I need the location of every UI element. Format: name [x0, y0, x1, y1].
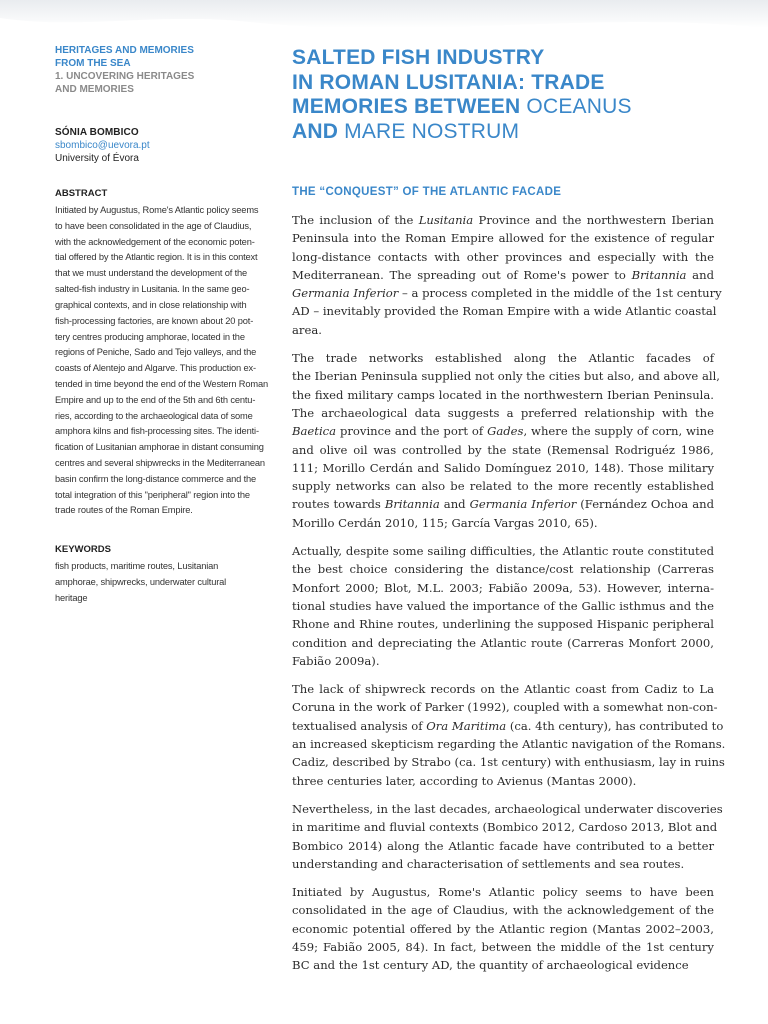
italic-term: Britannia [631, 267, 687, 282]
body-line: the best choice considering the distance/cost relationship (Carreras [292, 562, 714, 577]
keywords-line: heritage [55, 592, 88, 603]
body-line: an increased skepticism regarding the Atlantic navigation of the Romans. [292, 737, 726, 752]
keywords-text [55, 559, 275, 606]
body-line: Actually, despite some sailing difficulties, the Atlantic route constituted [292, 544, 714, 559]
title-bold-part: MEMORIES BETWEEN [292, 95, 521, 118]
body-line: and olive oil was controlled by the state (Remensal Rodriguéz 1986, [292, 442, 714, 457]
abstract-line: that we must understand the development of the [55, 268, 248, 279]
body-line: Germania Inferior – a process completed in the middle of the 1st century [292, 286, 722, 301]
body-line: Fabião 2009a). [292, 653, 380, 668]
body-line: routes towards Britannia and Germania Inferior (Fernández Ochoa and [292, 497, 715, 512]
article-body [292, 211, 726, 985]
title-line: SALTED FISH INDUSTRY [292, 46, 545, 69]
series-line: FROM THE SEA [55, 58, 131, 69]
italic-term: Germania Inferior [292, 286, 399, 301]
title-line [292, 120, 752, 145]
abstract-line: coasts of Alentejo and Algarve. This production ex- [55, 363, 256, 374]
body-line: Mediterranean. The spreading out of Rome's power to Britannia and [292, 267, 714, 282]
body-line: Nevertheless, in the last decades, archaeological underwater discoveries [292, 801, 723, 816]
italic-term: Lusitania [418, 213, 474, 227]
abstract-line: fish-processing factories, are known about 20 pot- [55, 315, 254, 326]
body-line: Bombico 2014) along the Atlantic facade have contributed to a better [292, 838, 714, 853]
body-line: Rhone and Rhine routes, underlining the supposed Hispanic peripheral [292, 617, 714, 632]
body-line: The archaeological data suggests a preferred relationship with the [292, 405, 714, 420]
keywords-line: amphorae, shipwrecks, underwater cultural [55, 577, 227, 588]
abstract-line: total integration of this "peripheral" region into the [55, 489, 250, 500]
body-line: Cadiz, described by Strabo (ca. 1st century) with enthusiasm, lay in ruins [292, 755, 725, 770]
section-heading: THE “CONQUEST” OF THE ATLANTIC FACADE [292, 186, 562, 198]
body-line: understanding and characterisation of settlements and sea routes. [292, 856, 685, 871]
body-line: The inclusion of the Lusitania Province and the northwestern Iberian [292, 213, 714, 227]
abstract-line: tial offered by the Atlantic region. It is in this context [55, 252, 258, 263]
body-line: condition and depreciating the Atlantic route (Carreras Monfort 2000, [292, 635, 714, 650]
body-line: 459; Fabião 2005, 84). In fact, between the middle of the 1st century [292, 939, 714, 954]
body-paragraph [292, 883, 714, 974]
body-line: tional studies have valued the importance of the Gallic isthmus and the [292, 598, 714, 613]
body-line: Coruna in the work of Parker (1992), coupled with a somewhat non-con- [292, 700, 718, 715]
abstract-text [55, 203, 275, 519]
title-line [292, 95, 752, 120]
body-line: 111; Morillo Cerdán and Salido Domínguez 2010, 148). Those military [292, 460, 714, 475]
title-light-part: MARE NOSTRUM [338, 119, 520, 143]
body-line: Initiated by Augustus, Rome's Atlantic policy seems to have been [292, 885, 714, 900]
body-line: The trade networks established along the Atlantic facades of [292, 351, 714, 366]
article-title [292, 46, 752, 144]
abstract-line: basin confirm the long-distance commerce and the [55, 473, 257, 484]
italic-term: Britannia [384, 497, 440, 512]
sidebar-column [55, 44, 275, 607]
body-line: AD – inevitably provided the Roman Empire with a wide Atlantic coastal [292, 304, 717, 319]
series-subline: AND MEMORIES [55, 84, 134, 95]
body-line: BC and the 1st century AD, the quantity of archaeological evidence [292, 958, 689, 973]
body-line: the Iberian Peninsula supplied not only the cities but also, and above all, [292, 369, 720, 384]
body-line: The lack of shipwreck records on the Atlantic coast from Cadiz to La [292, 682, 714, 697]
body-line: textualised analysis of Ora Maritima (ca. 4th century), has contributed to [292, 718, 724, 733]
italic-term: Gades [487, 424, 524, 439]
abstract-line: centres and several shipwrecks in the Mediterranean [55, 458, 265, 468]
body-line: in maritime and fluvial contexts (Bombico 2012, Cardoso 2013, Blot and [292, 820, 718, 835]
abstract-line: ries, according to the archaeological data of some [55, 410, 253, 421]
abstract-line: trade routes of the Roman Empire. [55, 505, 193, 516]
abstract-line: tended in time beyond the end of the Western Roman [55, 378, 269, 389]
body-line: Monfort 2000; Blot, M.L. 2003; Fabião 2009a, 53). However, interna- [292, 580, 714, 595]
series-line: HERITAGES AND MEMORIES [55, 45, 194, 56]
series-label [55, 44, 275, 96]
body-line: the fixed military camps located in the northwestern Iberian Peninsula. [292, 387, 714, 402]
italic-term: Baetica [292, 424, 337, 439]
title-bold-part: AND [292, 119, 339, 143]
body-line: Peninsula into the Roman Empire allowed for the existence of regular [292, 231, 714, 246]
body-line: Morillo Cerdán 2010, 115; García Vargas 2010, 65). [292, 515, 598, 530]
abstract-line: amphora kilns and fish-processing sites. The identi- [55, 426, 259, 437]
keywords-line: fish products, maritime routes, Lusitanian [55, 561, 219, 572]
body-line: supply networks can also be related to the more recently established [292, 479, 714, 494]
body-paragraph [292, 211, 722, 339]
body-line: area. [292, 322, 322, 337]
body-line: three centuries later, according to Avienus (Mantas 2000). [292, 773, 637, 788]
author-email-link[interactable]: sbombico@uevora.pt [55, 140, 150, 151]
body-paragraph [292, 680, 726, 790]
abstract-line: tery centres producing amphorae, located in the [55, 331, 245, 342]
body-paragraph [292, 349, 720, 532]
title-line: IN ROMAN LUSITANIA: TRADE [292, 70, 605, 94]
body-line: Baetica province and the port of Gades, where the supply of corn, wine [292, 424, 715, 439]
abstract-line: salted-fish industry in Lusitania. In the same geo- [55, 284, 250, 295]
italic-term: Ora Maritima [426, 718, 507, 733]
italic-term: Germania Inferior [469, 497, 577, 512]
body-line: economic potential offered by the Atlantic region (Mantas 2002–2003, [292, 921, 714, 936]
abstract-line: to have been consolidated in the age of Claudius, [55, 220, 252, 231]
body-paragraph [292, 800, 723, 873]
abstract-heading: ABSTRACT [55, 188, 108, 199]
body-paragraph [292, 542, 714, 670]
body-line: consolidated in the age of Claudius, with the acknowledgement of the [292, 903, 714, 918]
abstract-line: regions of Peniche, Sado and Tejo valleys, and the [55, 347, 257, 358]
author-name: SÓNIA BOMBICO [55, 127, 139, 138]
author-affiliation: University of Évora [55, 153, 139, 164]
abstract-line: fication of Lusitanian amphorae in distant consuming [55, 442, 264, 453]
abstract-line: Empire and up to the end of the 5th and 6th centu- [55, 394, 256, 405]
abstract-line: graphical contexts, and in close relationship with [55, 299, 247, 310]
body-line: long-distance contacts with other provinces and especially with the [292, 249, 714, 264]
keywords-heading: KEYWORDS [55, 544, 111, 556]
series-subline: 1. UNCOVERING HERITAGES [55, 71, 195, 82]
abstract-line: Initiated by Augustus, Rome's Atlantic policy seems [55, 205, 259, 215]
title-light-part: OCEANUS [520, 95, 632, 118]
abstract-line: with the acknowledgement of the economic poten- [55, 236, 255, 247]
